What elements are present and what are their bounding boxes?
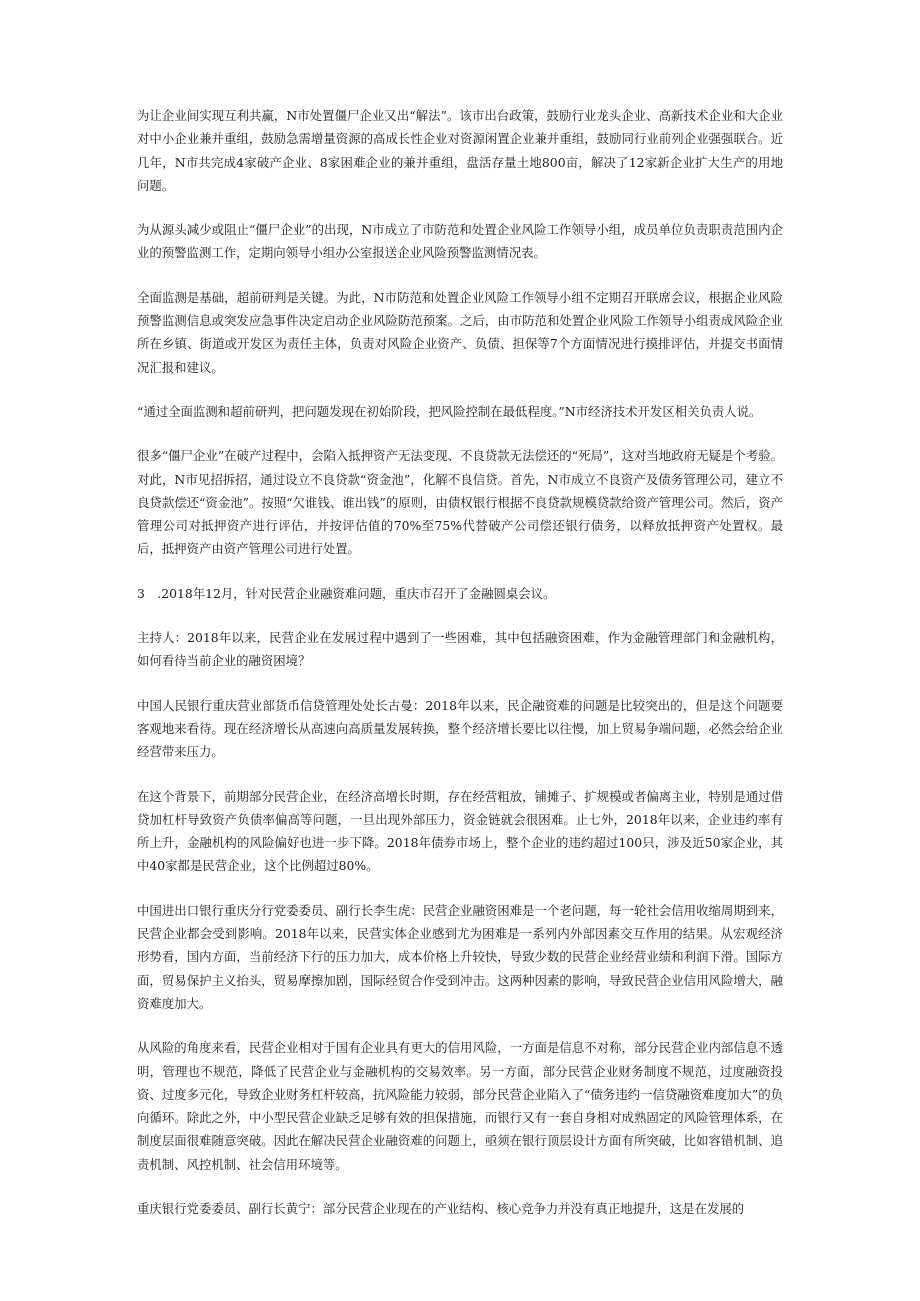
paragraph: 中国进出口银行重庆分行党委委员、副行长李生虎：民营企业融资困难是一个老问题，每一轮社会信用收缩周期到来，民营企业都会受到影响。2018年以来，民营实体企业感到尤为困难是一系列内外部因素交互作用的结果。从宏观经济形势看，国内方面，当前经济下行的压力加大，成本价格上升较快，导致少数的民营企业经营业绩和利润下滑。国际方面，贸易保护主义抬头，贸易摩擦加剧，国际经贸合作受到冲击。这两种因素的影响，导致民营企业信用风险增大，融资难度加大。	[137, 902, 783, 1011]
paragraph: 3 .2018年12月，针对民营企业融资难问题，重庆市召开了金融圆桌会议。	[137, 585, 556, 601]
paragraph: 主持人：2018年以来，民营企业在发展过程中遇到了一些困难，其中包括融资困难，作为金融管理部门和金融机构，如何看待当前企业的融资困境？	[137, 630, 783, 669]
paragraph: 重庆银行党委委员、副行长黄宁：部分民营企业现在的产业结构、核心竞争力并没有真正地提升，这是在发展的	[137, 1200, 745, 1216]
paragraph: 中国人民银行重庆营业部货币信贷管理处处长古曼：2018年以来，民企融资难的问题是比较突出的，但是这个问题要客观地来看待。现在经济增长从高速向高质量发展转换，整个经济增长要比以往慢，加上贸易争端问题，必然会给企业经营带来压力。	[137, 697, 783, 760]
paragraph: “通过全面监测和超前研判，把问题发现在初始阶段，把风险控制在最低程度。”N市经济技术开发区相关负责人说。	[137, 403, 762, 419]
paragraph: 从风险的角度来看，民营企业相对于国有企业具有更大的信用风险，一方面是信息不对称，部分民营企业内部信息不透明，管理也不规范，降低了民营企业与金融机构的交易效率。另一方面，部分民营企业财务制度不规范，过度融资投资、过度多元化，导致企业财务杠杆较高，抗风险能力较弱，部分民营企业陷入了“债务违约一信贷融资难度加大”的负向循环。除此之外，中小型民营企业缺乏足够有效的担保措施，而银行又有一套自身相对成熟固定的风险管理体系，在制度层面很难随意突破。因此在解决民营企业融资难的问题上，亟须在银行顶层设计方面有所突破，比如容错机制、追责机制、风控机制、社会信用环境等。	[137, 1040, 783, 1172]
paragraph: 在这个背景下，前期部分民营企业，在经济高增长时期，存在经营粗放，铺摊子、扩规模或者偏离主业，特别是通过借贷加杠杆导致资产负债率偏高等问题，一旦出现外部压力，资金链就会很困难。止七外，2018年以来，企业违约率有所上升，金融机构的风险偏好也进一步下降。2018年债券市场上，整个企业的违约超过100只，涉及近50家企业，其中40家都是民营企业，这个比例超过80%。	[137, 788, 783, 874]
paragraph: 全面监测是基础，超前研判是关键。为此，N市防范和处置企业风险工作领导小组不定期召开联席会议，根据企业风险预警监测信息或突发应急事件决定启动企业风险防范预案。之后，由市防范和处置企业风险工作领导小组责成风险企业所在乡镇、街道或开发区为责任主体，负责对风险企业资产、负债、担保等7个方面情况进行摸排评估，并提交书面情况汇报和建议。	[137, 289, 783, 375]
document-body	[137, 104, 783, 1241]
paragraph: 为让企业间实现互利共赢，N市处置僵尸企业又出“解法”。该市出台政策，鼓励行业龙头企业、高新技术企业和大企业对中小企业兼并重组，鼓励急需增量资源的高成长性企业对资源闲置企业兼并重组，鼓励同行业前列企业强强联合。近几年，N市共完成4家破产企业、8家困难企业的兼并重组，盘活存量土地800亩，解决了12家新企业扩大生产的用地问题。	[137, 108, 783, 193]
paragraph: 很多“僵尸企业”在破产过程中，会陷入抵押资产无法变现、不良贷款无法偿还的“死局”，这对当地政府无疑是个考验。对此，N市见招拆招，通过设立不良贷款“资金池”，化解不良信贷。首先，N市成立不良资产及债务管理公司，建立不良贷款偿还“资金池”。按照“欠谁钱、谁出钱”的原则，由债权银行根据不良贷款规模贷款给资产管理公司。然后，资产管理公司对抵押资产进行评估，并按评估值的70%至75%代替破产公司偿还银行债务，以释放抵押资产处置权。最后，抵押资产由资产管理公司进行处置。	[137, 448, 783, 557]
paragraph: 为从源头减少或阻止“僵尸企业”的出现，N市成立了市防范和处置企业风险工作领导小组，成员单位负责职责范围内企业的预警监测工作，定期向领导小组办公室报送企业风险预警监测情况表。	[137, 222, 783, 261]
